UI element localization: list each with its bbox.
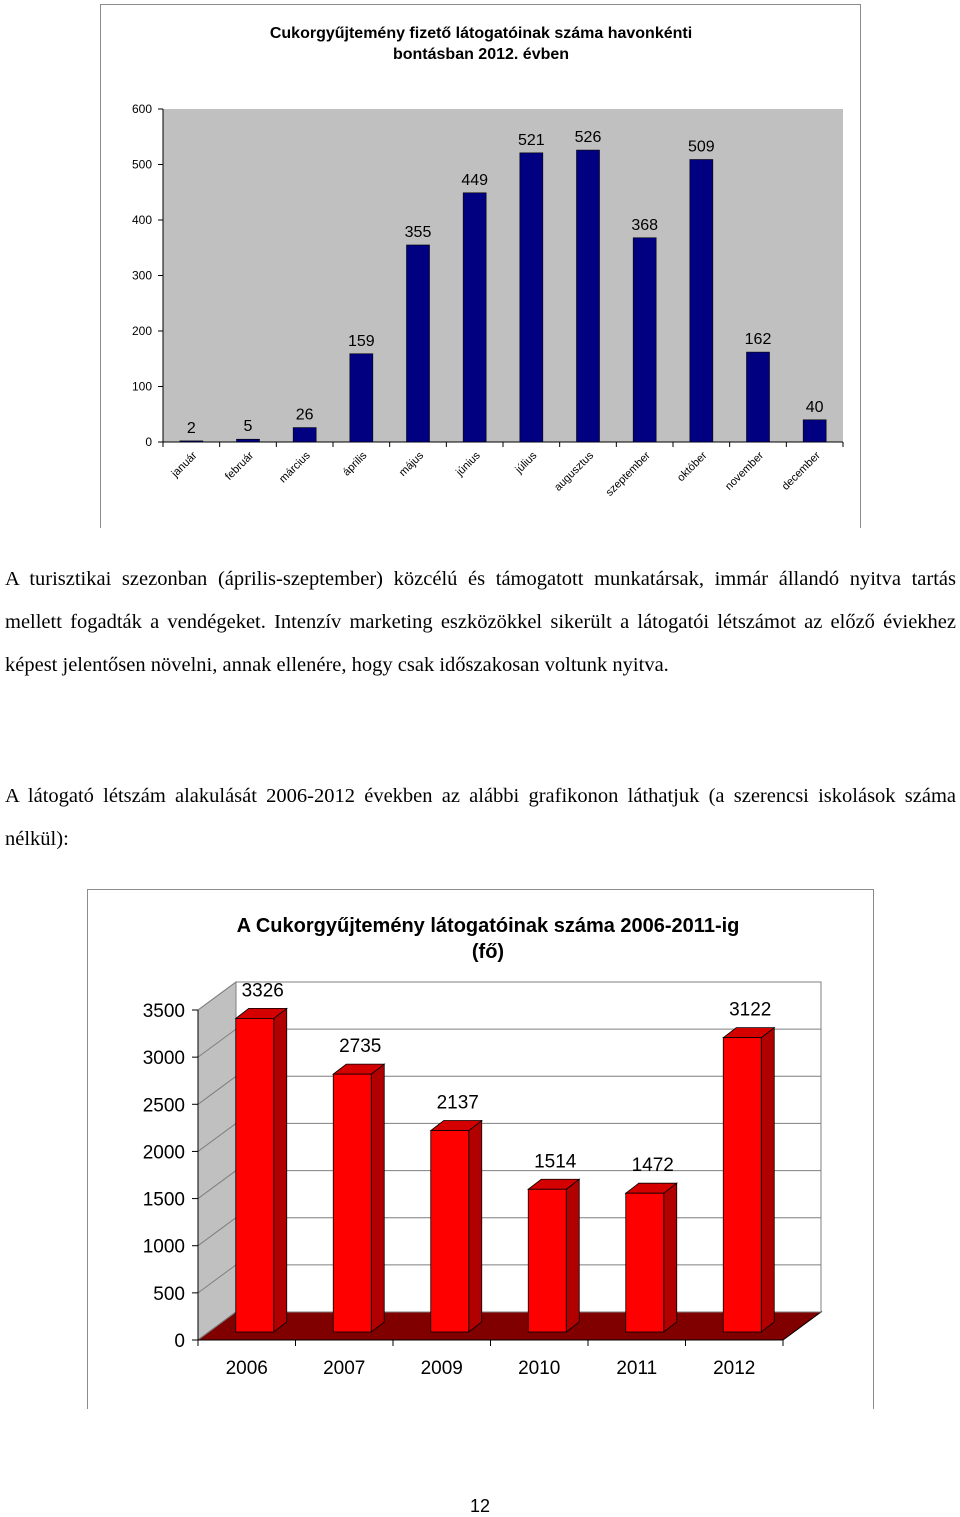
data-label: 2 bbox=[186, 419, 196, 437]
x-tick-label: 2010 bbox=[518, 1358, 561, 1379]
yearly-visitors-chart bbox=[87, 889, 874, 1409]
bar-side bbox=[664, 1183, 677, 1332]
bar bbox=[803, 420, 826, 442]
y-tick-label: 2500 bbox=[142, 1095, 185, 1117]
x-tick-label: június bbox=[453, 449, 483, 479]
chart-title-line: Cukorgyűjtemény fizető látogatóinak száma havonkénti bbox=[269, 25, 693, 42]
bar bbox=[690, 160, 713, 442]
data-label: 521 bbox=[517, 131, 545, 149]
data-label: 449 bbox=[461, 171, 489, 189]
y-tick-label: 1000 bbox=[142, 1236, 185, 1258]
data-label: 5 bbox=[243, 418, 253, 436]
x-tick-label: 2007 bbox=[323, 1358, 366, 1379]
y-tick-label: 600 bbox=[131, 102, 152, 116]
x-tick-label: 2012 bbox=[713, 1358, 756, 1379]
bar-side bbox=[566, 1179, 579, 1332]
bar-side bbox=[469, 1121, 482, 1332]
bar bbox=[350, 354, 373, 442]
bar bbox=[520, 153, 543, 442]
data-label: 509 bbox=[687, 138, 715, 156]
y-tick-label: 0 bbox=[174, 1331, 185, 1352]
bar bbox=[236, 1018, 274, 1332]
y-tick-label: 500 bbox=[153, 1283, 185, 1305]
data-label: 159 bbox=[347, 332, 375, 350]
bar bbox=[407, 245, 430, 442]
bar bbox=[431, 1131, 469, 1332]
bar bbox=[528, 1189, 566, 1332]
y-tick-label: 3500 bbox=[142, 1001, 185, 1022]
monthly-visitors-chart-svg bbox=[101, 5, 860, 529]
x-tick-label: augusztus bbox=[552, 449, 597, 494]
y-tick-label: 1500 bbox=[142, 1189, 185, 1211]
bar bbox=[293, 428, 316, 442]
data-label: 162 bbox=[744, 331, 772, 349]
data-label: 355 bbox=[404, 223, 432, 241]
y-tick-label: 200 bbox=[131, 324, 152, 338]
chart-title-line: (fő) bbox=[471, 941, 505, 963]
x-tick-label: április bbox=[340, 449, 370, 479]
data-label: 2735 bbox=[339, 1036, 382, 1058]
bar bbox=[747, 352, 770, 442]
data-label: 3326 bbox=[241, 980, 284, 1002]
paragraph-yearly-intro: A látogató létszám alakulását 2006-2012 években az alábbi grafikonon láthatjuk (a szerencsi iskolások száma nélkül): bbox=[5, 784, 956, 850]
bar bbox=[723, 1038, 761, 1332]
bar-side bbox=[761, 1028, 774, 1332]
bar bbox=[626, 1193, 664, 1332]
y-tick-label: 0 bbox=[145, 435, 152, 449]
plot-area bbox=[163, 109, 843, 442]
data-label: 368 bbox=[631, 216, 659, 234]
data-label: 2137 bbox=[436, 1092, 479, 1114]
bar bbox=[180, 441, 203, 442]
bar bbox=[633, 238, 656, 442]
bar-side bbox=[371, 1064, 384, 1332]
x-tick-label: október bbox=[675, 449, 710, 485]
chart-title-line: A Cukorgyűjtemény látogatóinak száma 2006-2011-ig bbox=[236, 915, 740, 937]
monthly-visitors-chart bbox=[100, 4, 861, 528]
data-label: 1514 bbox=[534, 1151, 577, 1173]
x-tick-label: 2006 bbox=[225, 1358, 268, 1379]
y-tick-label: 300 bbox=[131, 268, 152, 283]
y-tick-label: 3000 bbox=[142, 1048, 185, 1070]
x-tick-label: március bbox=[277, 449, 313, 486]
paragraph-season: A turisztikai szezonban (április-szeptember) közcélú és támogatott munkatársak, immár állandó nyitva tartás mellett fogadták a vendégeket. Intenzív marketing eszközökkel sikerült a látogatói létszámot az előző éviekhez képest jelentősen növelni, annak ellenére, hogy csak időszakosan voltunk nyitva. bbox=[5, 567, 956, 676]
x-tick-label: 2011 bbox=[616, 1358, 658, 1379]
page-number: 12 bbox=[469, 1496, 491, 1516]
x-tick-label: december bbox=[779, 449, 823, 493]
data-label: 40 bbox=[805, 398, 824, 416]
x-tick-label: 2009 bbox=[420, 1358, 463, 1379]
data-label: 1472 bbox=[631, 1155, 674, 1177]
bar bbox=[463, 193, 486, 442]
side-wall bbox=[198, 982, 236, 1340]
x-tick-label: július bbox=[513, 449, 540, 476]
chart-title-line: bontásban 2012. évben bbox=[392, 46, 570, 63]
y-tick-label: 2000 bbox=[142, 1142, 185, 1164]
bar-side bbox=[274, 1008, 287, 1332]
data-label: 526 bbox=[574, 129, 602, 147]
bar bbox=[333, 1074, 371, 1332]
bar bbox=[577, 150, 600, 442]
x-tick-label: november bbox=[723, 449, 767, 493]
x-tick-label: január bbox=[169, 449, 200, 480]
x-tick-label: február bbox=[222, 449, 257, 483]
data-label: 26 bbox=[295, 406, 314, 424]
data-label: 3122 bbox=[729, 999, 772, 1021]
yearly-visitors-chart-svg bbox=[88, 890, 873, 1410]
y-tick-label: 100 bbox=[131, 379, 152, 394]
y-tick-label: 400 bbox=[131, 213, 152, 227]
x-tick-label: május bbox=[396, 449, 427, 479]
bar bbox=[237, 439, 260, 442]
x-tick-label: szeptember bbox=[603, 449, 653, 499]
y-tick-label: 500 bbox=[131, 157, 152, 172]
